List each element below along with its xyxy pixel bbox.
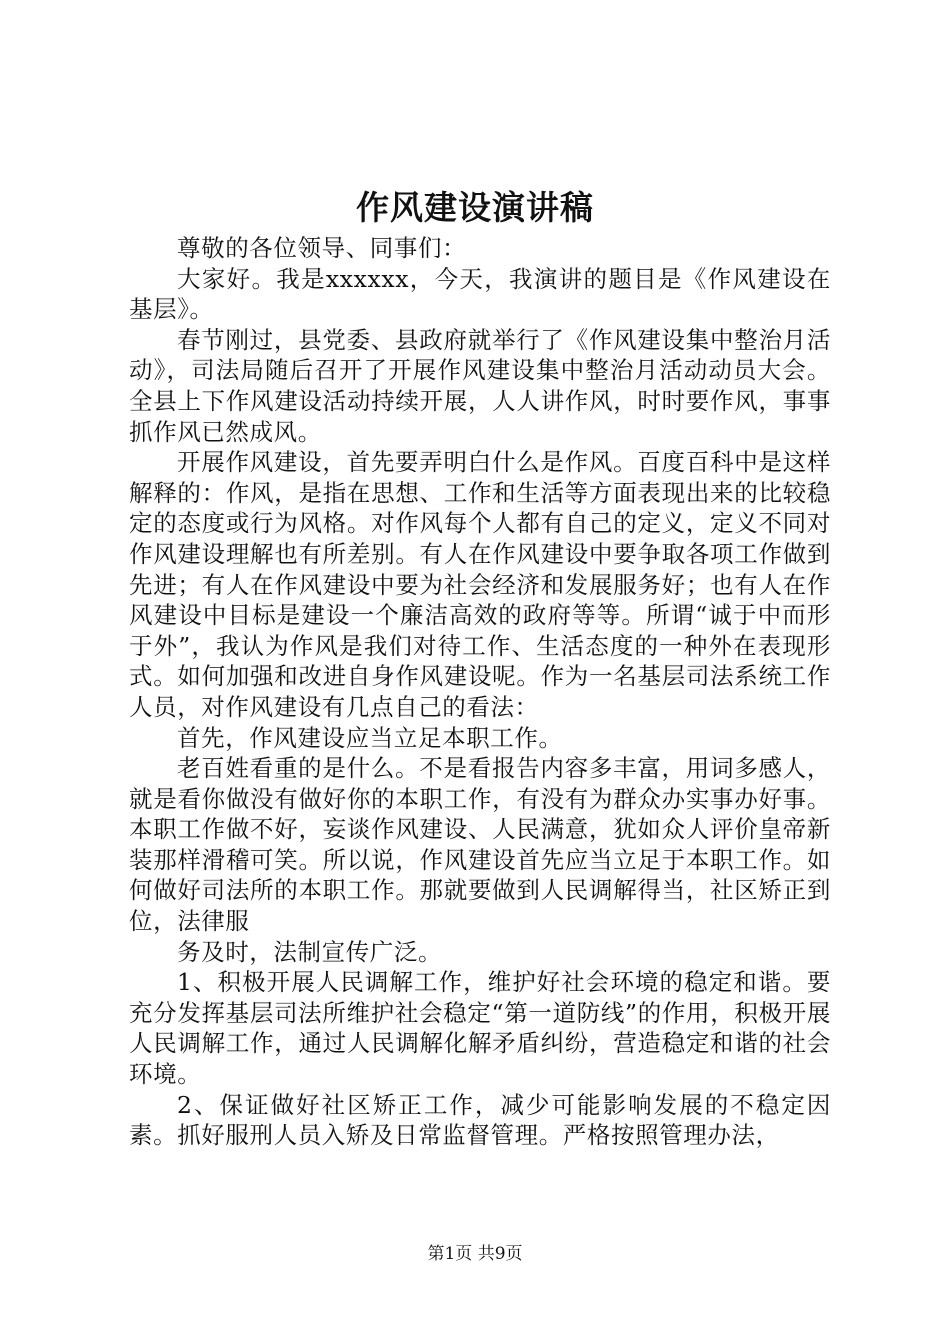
paragraph-first-point: 首先，作风建设应当立足本职工作。	[177, 723, 563, 752]
document-title: 作风建设演讲稿	[356, 188, 594, 227]
paragraph-definition: 开展作风建设，首先要弄明白什么是作风。百度百科中是这样解释的：作风，是指在思想、工作和生活等方面表现出来的比较稳定的态度或行为风格。对作风每个人都有自己的定义，定义不同对作风建设理解也有所差别。有人在作风建设中要争取各项工作做到先进；有人在作风建设中要为社会经济和发展服务好；也有人在作风建设中目标是建设一个廉洁高效的政府等等。所谓“诚于中而形于外”，我认为作风是我们对待工作、生活态度的一种外在表现形式。如何加强和改进自身作风建设呢。作为一名基层司法系统工作人员，对作风建设有几点自己的看法：	[129, 448, 831, 721]
paragraph-mediation: 1、积极开展人民调解工作，维护好社会环境的稳定和谐。要充分发挥基层司法所维护社会稳定“第一道防线”的作用，积极开展人民调解工作，通过人民调解化解矛盾纠纷，营造稳定和谐的社会环境。	[129, 968, 831, 1089]
paragraph-greeting: 大家好。我是xxxxxx，今天，我演讲的题目是《作风建设在基层》。	[129, 264, 831, 324]
paragraph-duty: 老百姓看重的是什么。不是看报告内容多丰富，用词多感人，就是看你做没有做好你的本职工作，有没有为群众办实事办好事。本职工作做不好，妄谈作风建设、人民满意，犹如众人评价皇帝新装那样滑稽可笑。所以说，作风建设首先应当立足于本职工作。如何做好司法所的本职工作。那就要做到人民调解得当，社区矫正到位，法律服	[129, 754, 831, 936]
paragraph-salutation: 尊敬的各位领导、同事们：	[177, 234, 467, 262]
document-body	[129, 233, 831, 1151]
paragraph-background: 春节刚过，县党委、县政府就举行了《作风建设集中整治月活动》，司法局随后召开了开展作风建设集中整治月活动动员大会。全县上下作风建设活动持续开展，人人讲作风，时时要作风，事事抓作风已然成风。	[129, 325, 831, 446]
page-number-footer: 第1页 共9页	[427, 1244, 523, 1264]
paragraph-correction: 2、保证做好社区矫正工作，减少可能影响发展的不稳定因素。抓好服刑人员入矫及日常监督管理。严格按照管理办法，	[129, 1090, 831, 1150]
paragraph-duty-continued: 务及时，法制宣传广泛。	[177, 937, 443, 966]
